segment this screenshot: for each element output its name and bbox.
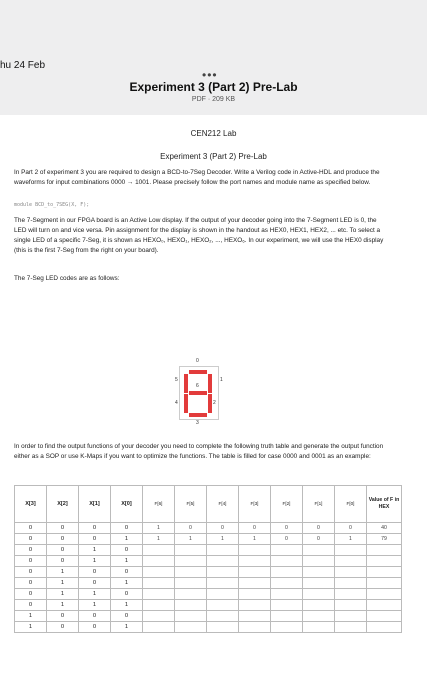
- cell-f4[interactable]: [207, 556, 239, 567]
- segment-2: [208, 394, 212, 413]
- cell-x1: 0: [79, 578, 111, 589]
- segment-label-0: 0: [196, 358, 199, 364]
- cell-hex[interactable]: [367, 556, 402, 567]
- course-title: CEN212 Lab: [190, 129, 237, 138]
- cell-f0[interactable]: [335, 578, 367, 589]
- cell-x2: 0: [47, 523, 79, 534]
- cell-f0[interactable]: [335, 589, 367, 600]
- cell-x2: 1: [47, 600, 79, 611]
- cell-f2[interactable]: [271, 600, 303, 611]
- cell-x2: 0: [47, 611, 79, 622]
- cell-x1: 1: [79, 545, 111, 556]
- cell-f1[interactable]: [303, 545, 335, 556]
- cell-x0: 0: [111, 567, 143, 578]
- table-row: [15, 567, 402, 578]
- header-f4: F[4]: [207, 486, 239, 523]
- cell-f3[interactable]: [239, 600, 271, 611]
- table-row: [15, 611, 402, 622]
- segment-label-3: 3: [196, 420, 199, 426]
- segment-label-5: 5: [175, 377, 178, 383]
- header-f5: F[5]: [175, 486, 207, 523]
- cell-f4[interactable]: [207, 578, 239, 589]
- cell-f4[interactable]: [207, 600, 239, 611]
- header-f2: F[2]: [271, 486, 303, 523]
- cell-f3[interactable]: [239, 545, 271, 556]
- cell-x0: 0: [111, 523, 143, 534]
- cell-x1: 1: [79, 556, 111, 567]
- cell-x2: 1: [47, 578, 79, 589]
- document-title: Experiment 3 (Part 2) Pre-Lab: [129, 80, 298, 94]
- cell-x3: 0: [15, 534, 47, 545]
- seven-segment-paragraph: The 7-Segment in our FPGA board is an Active Low display. If the output of your decoder going into the 7-Segment LED is 0, the LED will turn on and vice versa. Pin assignment for the display is shown in the handout as HEX0, HEX1, HEX2, ... etc. To select a single LED of a specific 7-Seg, it is shown as HEXO₀, HEXO₁, HEXO₂, ..., HEXO₆. In our experiment, we will use the HEX0 display (this is the first 7-Seg from the right on your board).: [14, 217, 384, 254]
- cell-x2: 0: [47, 545, 79, 556]
- cell-x3: 0: [15, 556, 47, 567]
- cell-f1[interactable]: 0: [303, 534, 335, 545]
- cell-f0[interactable]: [335, 622, 367, 633]
- header-f1: F[1]: [303, 486, 335, 523]
- cell-x3: 0: [15, 589, 47, 600]
- table-row: [15, 600, 402, 611]
- led-codes-heading: The 7-Seg LED codes are as follows:: [14, 275, 120, 282]
- table-row: [15, 622, 402, 633]
- cell-f5[interactable]: [175, 567, 207, 578]
- segment-5: [184, 374, 188, 393]
- cell-f4[interactable]: [207, 589, 239, 600]
- header-f6: F[6]: [143, 486, 175, 523]
- cell-x2: 0: [47, 556, 79, 567]
- table-row: [15, 589, 402, 600]
- segment-4: [184, 394, 188, 413]
- intro-paragraph: In Part 2 of experiment 3 you are required to design a BCD-to-7Seg Decoder. Write a Verilog code in Active-HDL and produce the waveforms for input combinations 0000 → 1001. Please precisely follow the port names and module name as specified below.: [14, 169, 380, 186]
- cell-x2: 1: [47, 589, 79, 600]
- segment-label-2: 2: [213, 400, 216, 406]
- truth-table-instructions: In order to find the output functions of your decoder you need to complete the following truth table and generate the output function either as a SOP or use K-Maps if you want to optimize the functions. The table is filled for case 0000 and 0001 as an example:: [14, 443, 384, 460]
- cell-f2[interactable]: [271, 578, 303, 589]
- cell-x2: 0: [47, 622, 79, 633]
- truth-table-body: [15, 523, 402, 633]
- cell-x0: 1: [111, 534, 143, 545]
- cell-f5[interactable]: [175, 600, 207, 611]
- cell-x3: 0: [15, 600, 47, 611]
- module-signature: module BCD_to_7SEG(X, F);: [14, 202, 90, 208]
- cell-f2[interactable]: [271, 545, 303, 556]
- truth-table: [14, 485, 402, 633]
- cell-f3[interactable]: [239, 556, 271, 567]
- pdf-page[interactable]: [0, 115, 427, 700]
- cell-f4[interactable]: [207, 567, 239, 578]
- segment-6: [189, 391, 207, 395]
- cell-f3[interactable]: 1: [239, 534, 271, 545]
- cell-f2[interactable]: [271, 567, 303, 578]
- cell-f4[interactable]: 1: [207, 534, 239, 545]
- cell-f5[interactable]: 1: [175, 534, 207, 545]
- cell-f3[interactable]: [239, 589, 271, 600]
- cell-f1[interactable]: [303, 589, 335, 600]
- cell-f6[interactable]: [143, 545, 175, 556]
- cell-x1: 1: [79, 600, 111, 611]
- cell-f1[interactable]: [303, 567, 335, 578]
- table-row: [15, 578, 402, 589]
- cell-x1: 0: [79, 534, 111, 545]
- cell-f2[interactable]: 0: [271, 534, 303, 545]
- cell-f2[interactable]: [271, 589, 303, 600]
- cell-f0[interactable]: [335, 600, 367, 611]
- cell-x3: 0: [15, 578, 47, 589]
- lab-subtitle: Experiment 3 (Part 2) Pre-Lab: [160, 152, 267, 161]
- cell-f3[interactable]: [239, 567, 271, 578]
- cell-f1[interactable]: [303, 600, 335, 611]
- cell-hex[interactable]: [367, 589, 402, 600]
- cell-f5[interactable]: [175, 589, 207, 600]
- cell-f4[interactable]: [207, 611, 239, 622]
- cell-f6[interactable]: [143, 589, 175, 600]
- cell-f0[interactable]: [335, 611, 367, 622]
- status-date: hu 24 Feb: [0, 60, 46, 71]
- more-options-icon[interactable]: •••: [202, 68, 218, 82]
- cell-f5[interactable]: [175, 578, 207, 589]
- cell-hex[interactable]: [367, 622, 402, 633]
- cell-f4[interactable]: 0: [207, 523, 239, 534]
- cell-x0: 1: [111, 600, 143, 611]
- cell-f0[interactable]: [335, 545, 367, 556]
- cell-f6[interactable]: [143, 567, 175, 578]
- cell-f1[interactable]: [303, 611, 335, 622]
- cell-x3: 0: [15, 567, 47, 578]
- cell-x3: 1: [15, 611, 47, 622]
- cell-f5[interactable]: [175, 545, 207, 556]
- cell-f3[interactable]: [239, 622, 271, 633]
- cell-f6[interactable]: [143, 600, 175, 611]
- seven-segment-diagram: [170, 357, 230, 427]
- segment-1: [208, 374, 212, 393]
- cell-f6[interactable]: 1: [143, 534, 175, 545]
- header-hex-value: Value of F in HEX: [367, 486, 402, 523]
- cell-f3[interactable]: [239, 611, 271, 622]
- cell-x3: 0: [15, 545, 47, 556]
- segment-3: [189, 413, 207, 417]
- cell-x1: 0: [79, 523, 111, 534]
- header-x2: X[2]: [47, 486, 79, 523]
- cell-x0: 0: [111, 545, 143, 556]
- cell-hex[interactable]: 79: [367, 534, 402, 545]
- cell-x0: 0: [111, 611, 143, 622]
- cell-f0[interactable]: [335, 567, 367, 578]
- cell-hex[interactable]: 40: [367, 523, 402, 534]
- segment-label-4: 4: [175, 400, 178, 406]
- cell-f5[interactable]: [175, 622, 207, 633]
- header-x1: X[1]: [79, 486, 111, 523]
- cell-x3: 0: [15, 523, 47, 534]
- document-meta: PDF · 209 KB: [191, 96, 236, 103]
- cell-f6[interactable]: [143, 578, 175, 589]
- header-f0: F[0]: [335, 486, 367, 523]
- cell-f2[interactable]: [271, 622, 303, 633]
- cell-f1[interactable]: [303, 578, 335, 589]
- cell-x0: 1: [111, 578, 143, 589]
- cell-f5[interactable]: [175, 556, 207, 567]
- cell-f0[interactable]: [335, 556, 367, 567]
- cell-f6[interactable]: [143, 556, 175, 567]
- cell-f2[interactable]: [271, 556, 303, 567]
- cell-f5[interactable]: 0: [175, 523, 207, 534]
- cell-f0[interactable]: 0: [335, 523, 367, 534]
- cell-f1[interactable]: 0: [303, 523, 335, 534]
- table-row: [15, 545, 402, 556]
- cell-f4[interactable]: [207, 545, 239, 556]
- cell-hex[interactable]: [367, 578, 402, 589]
- cell-x0: 1: [111, 622, 143, 633]
- cell-f0[interactable]: 1: [335, 534, 367, 545]
- cell-f3[interactable]: 0: [239, 523, 271, 534]
- cell-f6[interactable]: [143, 611, 175, 622]
- cell-x1: 0: [79, 567, 111, 578]
- segment-0: [189, 370, 207, 374]
- table-row: [15, 556, 402, 567]
- cell-x2: 0: [47, 534, 79, 545]
- cell-hex[interactable]: [367, 600, 402, 611]
- header-f3: F[3]: [239, 486, 271, 523]
- table-row: [15, 534, 402, 545]
- cell-hex[interactable]: [367, 611, 402, 622]
- segment-label-6: 6: [196, 383, 199, 389]
- cell-x0: 0: [111, 589, 143, 600]
- cell-f1[interactable]: [303, 622, 335, 633]
- cell-f4[interactable]: [207, 622, 239, 633]
- cell-f6[interactable]: [143, 622, 175, 633]
- cell-hex[interactable]: [367, 545, 402, 556]
- cell-f2[interactable]: [271, 611, 303, 622]
- cell-x1: 0: [79, 611, 111, 622]
- cell-f2[interactable]: 0: [271, 523, 303, 534]
- cell-hex[interactable]: [367, 567, 402, 578]
- cell-f1[interactable]: [303, 556, 335, 567]
- cell-f5[interactable]: [175, 611, 207, 622]
- header-x3: X[3]: [15, 486, 47, 523]
- cell-f6[interactable]: 1: [143, 523, 175, 534]
- cell-x1: 1: [79, 589, 111, 600]
- cell-f3[interactable]: [239, 578, 271, 589]
- cell-x1: 0: [79, 622, 111, 633]
- segment-label-1: 1: [220, 377, 223, 383]
- cell-x2: 1: [47, 567, 79, 578]
- cell-x3: 1: [15, 622, 47, 633]
- truth-table-header-row: [15, 486, 402, 523]
- table-row: [15, 523, 402, 534]
- cell-x0: 1: [111, 556, 143, 567]
- header-x0: X[0]: [111, 486, 143, 523]
